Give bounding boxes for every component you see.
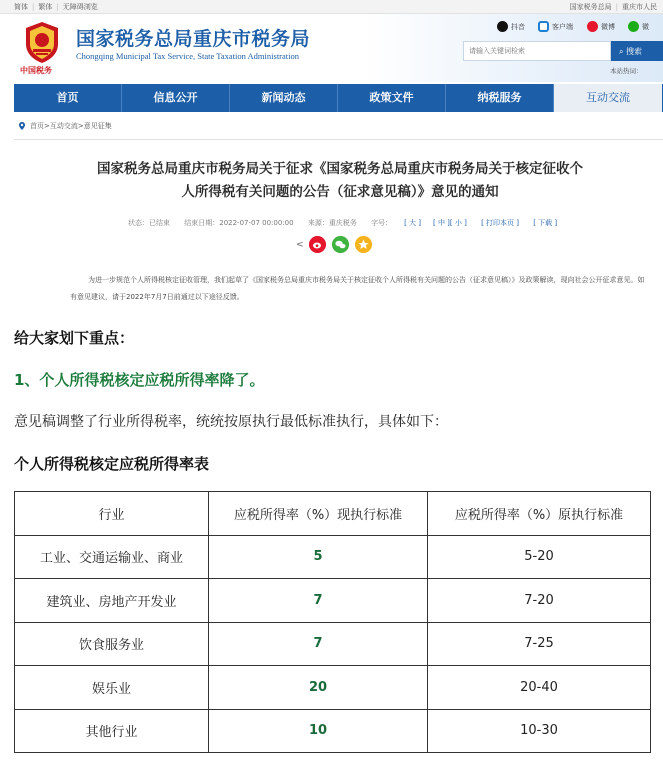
print-button[interactable]: [ 打印本页 ]: [481, 219, 519, 227]
breadcrumb-interact[interactable]: 互动交流: [49, 122, 78, 130]
site-subtitle: Chongqing Municipal Tax Service, State Taxation Administration: [76, 51, 300, 61]
download-button[interactable]: [ 下载 ]: [533, 219, 558, 227]
nav-tab-news[interactable]: 新闻动态: [230, 84, 338, 112]
nav-tab-service[interactable]: 纳税服务: [446, 84, 554, 112]
font-size-controls: 字号： [ 大 ] [ 中 ][ 小 ]: [371, 219, 467, 227]
breadcrumb-home[interactable]: 首页: [30, 122, 44, 130]
nav-tab-interact[interactable]: 互动交流: [554, 84, 662, 112]
main-nav: [14, 84, 663, 112]
share-wechat-icon[interactable]: [332, 236, 349, 253]
article-title: 国家税务总局重庆市税务局关于征求《国家税务总局重庆市税务局关于核定征收个 人所得税有关问题的公告（征求意见稿）》意见的通知: [97, 161, 583, 200]
douyin-link[interactable]: 抖音: [497, 21, 525, 32]
site-header: [0, 14, 663, 82]
industry-cell: 饮食服务业: [15, 622, 209, 666]
current-rate-cell: 7: [209, 622, 428, 666]
hot-words-label: 本站热词：: [610, 67, 643, 75]
font-large-button[interactable]: [ 大 ]: [404, 219, 421, 227]
key-points-heading: 给大家划下重点：: [14, 329, 135, 347]
current-rate-cell: 20: [209, 666, 428, 710]
original-rate-cell: 20-40: [428, 666, 651, 710]
description-text: 意见稿调整了行业所得税率，统统按原执行最低标准执行，具体如下：: [14, 414, 448, 430]
share-weibo-icon[interactable]: [309, 236, 326, 253]
tax-emblem-icon: [22, 20, 62, 64]
point-one-heading: 1、个人所得税核定应税所得率降了。: [14, 371, 265, 389]
table-row: [15, 579, 651, 623]
nav-tab-info[interactable]: 信息公开: [122, 84, 230, 112]
client-link[interactable]: 客户端: [538, 21, 573, 32]
top-utility-bar: [0, 0, 663, 14]
end-date: 结束日期：2022-07-07 00:00:00: [184, 219, 294, 227]
sta-link[interactable]: 国家税务总局: [569, 3, 612, 11]
original-rate-cell: 5-20: [428, 535, 651, 579]
accessible-link[interactable]: 无障碍浏览: [62, 3, 98, 11]
source-text: 来源：重庆税务: [307, 219, 357, 227]
simplified-link[interactable]: 简体: [14, 3, 28, 11]
rate-table: [14, 491, 651, 753]
language-links: 简体 | 繁体 | 无障碍浏览: [14, 3, 98, 11]
nav-tab-home[interactable]: 首页: [14, 84, 122, 112]
industry-cell: 其他行业: [15, 709, 209, 753]
current-rate-cell: 5: [209, 535, 428, 579]
search-button[interactable]: ⌕ 搜索: [611, 41, 663, 61]
weibo-icon: [587, 21, 598, 32]
original-rate-cell: 7-20: [428, 579, 651, 623]
article-intro: 为进一步规范个人所得税核定征收管理，我们起草了《国家税务总局重庆市税务局关于核定征收个人所得税有关问题的公告（征求意见稿）》及政策解读，现向社会公开征求意见。如有意见建议，请于2022年7月7日前通过以下途径反馈。: [70, 276, 645, 301]
douyin-icon: [497, 21, 508, 32]
search-input[interactable]: [463, 41, 611, 61]
share-bar: [296, 236, 378, 253]
industry-cell: 娱乐业: [15, 666, 209, 710]
status-text: 状态：已结束: [128, 219, 170, 227]
table-heading: 个人所得税核定应税所得率表: [14, 455, 210, 473]
breadcrumb: 首页 > 互动交流 > 意见征集: [18, 121, 112, 131]
original-rate-cell: 7-25: [428, 622, 651, 666]
location-pin-icon: [18, 122, 26, 130]
divider: [14, 139, 663, 140]
font-small-button[interactable]: [ 小 ]: [449, 219, 467, 227]
col-header-original: 应税所得率（%）原执行标准: [428, 492, 651, 536]
article-meta: [128, 218, 569, 228]
client-icon: [538, 21, 549, 32]
share-icon: <: [296, 239, 304, 250]
col-header-industry: 行业: [15, 492, 209, 536]
traditional-link[interactable]: 繁体: [38, 3, 53, 11]
table-row: [15, 535, 651, 579]
site-title[interactable]: 国家税务总局重庆市税务局: [76, 28, 311, 50]
wechat-link[interactable]: 微: [628, 21, 649, 32]
breadcrumb-current: 意见征集: [83, 122, 112, 130]
emblem-caption: 中国税务: [20, 65, 52, 75]
nav-tab-policy[interactable]: 政策文件: [338, 84, 446, 112]
original-rate-cell: 10-30: [428, 709, 651, 753]
current-rate-cell: 7: [209, 579, 428, 623]
table-row: [15, 709, 651, 753]
table-header-row: [15, 492, 651, 536]
col-header-current: 应税所得率（%）现执行标准: [209, 492, 428, 536]
share-favorite-icon[interactable]: [355, 236, 372, 253]
font-medium-button[interactable]: [ 中 ]: [432, 219, 450, 227]
industry-cell: 建筑业、房地产开发业: [15, 579, 209, 623]
table-row: [15, 622, 651, 666]
search-bar: [463, 41, 663, 61]
gov-link[interactable]: 重庆市人民: [622, 3, 657, 11]
search-icon: ⌕: [619, 46, 624, 56]
external-links: 国家税务总局 | 重庆市人民: [569, 3, 657, 11]
industry-cell: 工业、交通运输业、商业: [15, 535, 209, 579]
table-row: [15, 666, 651, 710]
wechat-icon: [628, 21, 639, 32]
weibo-link[interactable]: 微博: [587, 21, 615, 32]
current-rate-cell: 10: [209, 709, 428, 753]
